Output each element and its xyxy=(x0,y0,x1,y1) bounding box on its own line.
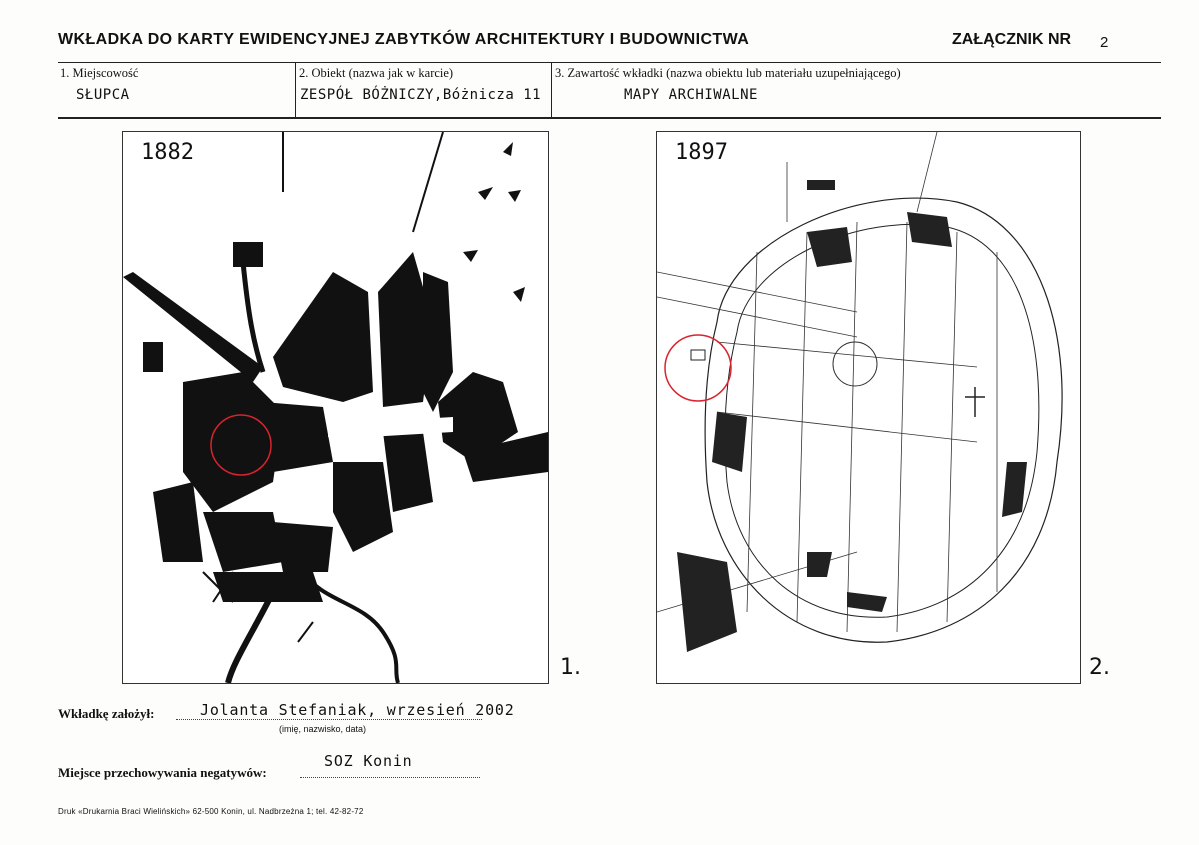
header-rule xyxy=(58,62,1161,63)
map-1-number: 1. xyxy=(560,655,581,680)
map-1897 xyxy=(656,131,1081,684)
author-value: Jolanta Stefaniak, wrzesień 2002 xyxy=(200,701,515,719)
locality-value: SŁUPCA xyxy=(76,87,130,103)
storage-dotted-line xyxy=(300,777,480,778)
map-1897-drawing xyxy=(657,132,1080,683)
storage-label: Miejsce przechowywania negatywów: xyxy=(58,765,267,780)
storage-value: SOZ Konin xyxy=(324,752,413,770)
contents-label: 3. Zawartość wkładki (nazwa obiektu lub materiału uzupełniającego) xyxy=(555,66,901,80)
annex-label: ZAŁĄCZNIK NR xyxy=(952,31,1072,48)
map-1897-year: 1897 xyxy=(675,140,728,165)
annex-number: 2 xyxy=(1100,34,1109,51)
map-1882 xyxy=(122,131,549,684)
map-2-number: 2. xyxy=(1089,655,1110,680)
author-caption: (imię, nazwisko, data) xyxy=(279,724,367,734)
map-1882-year: 1882 xyxy=(141,140,194,165)
locality-label: 1. Miejscowość xyxy=(60,66,139,80)
document-title: WKŁADKA DO KARTY EWIDENCYJNEJ ZABYTKÓW ARCHITEKTURY I BUDOWNICTWA xyxy=(58,31,750,48)
author-label: Wkładkę założył: xyxy=(58,706,155,721)
field-divider-2 xyxy=(551,62,552,118)
author-dotted-line xyxy=(176,719,482,720)
field-divider-1 xyxy=(295,62,296,118)
map-1882-drawing xyxy=(123,132,548,683)
object-value: ZESPÓŁ BÓŻNICZY,Bóżnicza 11 xyxy=(300,87,542,103)
synagogue-location-marker-1897 xyxy=(665,335,731,401)
object-label: 2. Obiekt (nazwa jak w karcie) xyxy=(299,66,454,80)
printer-info: Druk «Drukarnia Braci Wielińskich» 62-500 Konin, ul. Nadbrzeżna 1; tel. 42-82-72 xyxy=(58,807,364,816)
contents-value: MAPY ARCHIWALNE xyxy=(624,87,758,103)
fields-bottom-rule xyxy=(58,117,1161,119)
